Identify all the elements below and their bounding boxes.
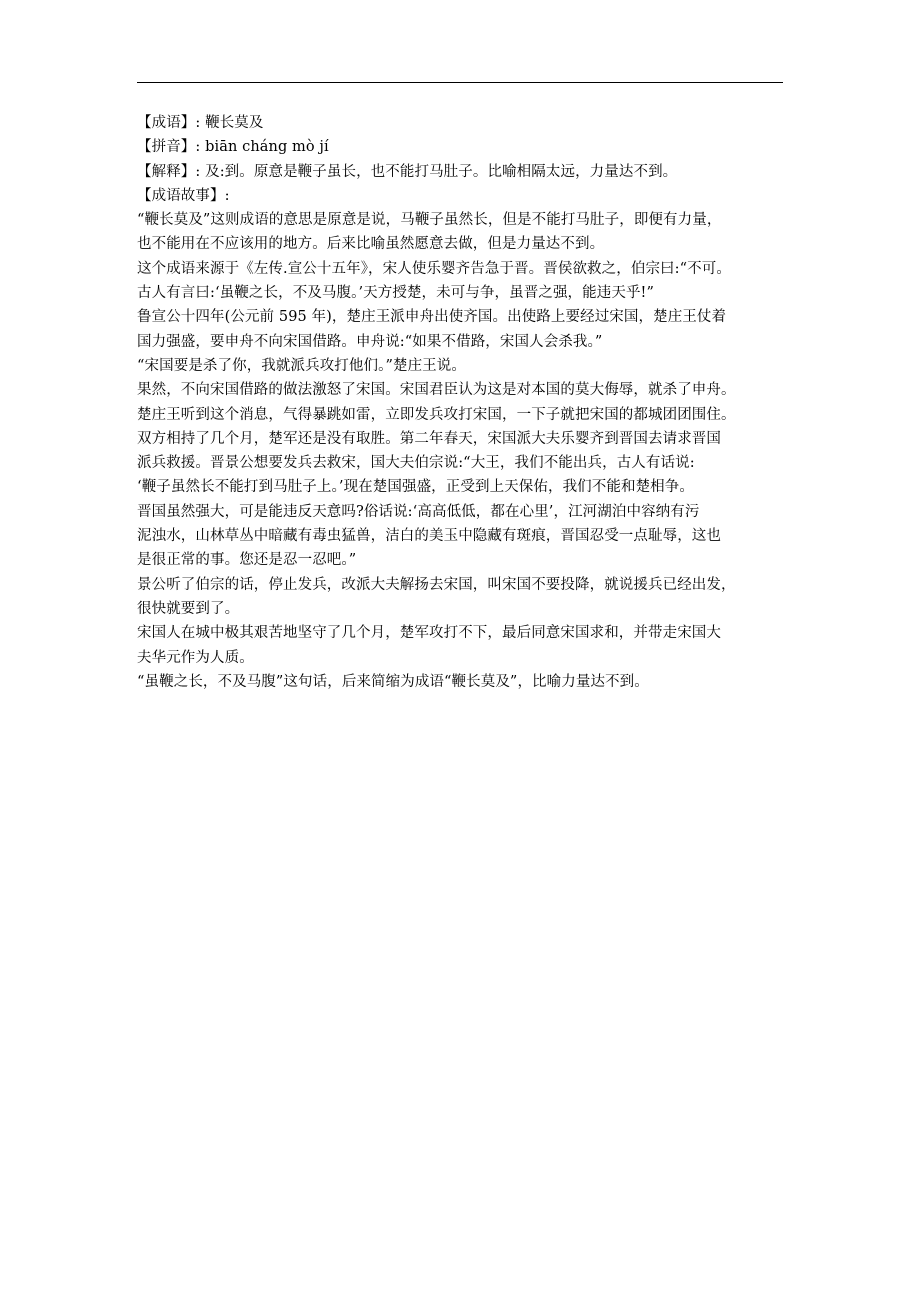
document-body: [137, 111, 785, 694]
text-line: 楚庄王听到这个消息，气得暴跳如雷，立即发兵攻打宋国，一下子就把宋国的都城团团围住。: [137, 406, 736, 423]
text-line: 派兵救援。晋景公想要发兵去救宋，国大夫伯宗说:“大王，我们不能出兵，古人有话说:: [137, 455, 695, 472]
text-line: ‘鞭子虽然长不能打到马肚子上。’现在楚国强盛，正受到上天保佑，我们不能和楚相争。: [137, 479, 694, 496]
text-line: 双方相持了几个月，楚军还是没有取胜。第二年春天，宋国派大夫乐婴齐到晋国去请求晋国: [137, 430, 721, 447]
explanation-line: 【解释】: 及:到。原意是鞭子虽长，也不能打马肚子。比喻相隔太远，力量达不到。: [137, 163, 678, 180]
text-line: 是很正常的事。您还是忍一忍吧。”: [137, 552, 357, 569]
text-line: 古人有言曰:‘虽鞭之长，不及马腹。’天方授楚，未可与争，虽晋之强，能违天乎!”: [137, 285, 654, 302]
text-line: “鞭长莫及”这则成语的意思是原意是说，马鞭子虽然长，但是不能打马肚子，即便有力量，: [137, 212, 722, 229]
text-line: 晋国虽然强大，可是能违反天意吗?俗话说:‘高高低低，都在心里’，江河湖泊中容纳有污: [137, 503, 700, 520]
story-heading: 【成语故事】:: [137, 187, 230, 204]
text-line: 很快就要到了。: [137, 600, 240, 617]
text-line: 这个成语来源于《左传.宣公十五年》，宋人使乐婴齐告急于晋。晋侯欲救之，伯宗曰:“不可。: [137, 260, 731, 277]
text-line: 也不能用在不应该用的地方。后来比喻虽然愿意去做，但是力量达不到。: [137, 236, 605, 253]
text-line: 夫华元作为人质。: [137, 649, 254, 666]
header-rule: [137, 82, 783, 83]
text-line: “虽鞭之长，不及马腹”这句话，后来简缩为成语“鞭长莫及”，比喻力量达不到。: [137, 673, 649, 690]
text-line: 果然，不向宋国借路的做法激怒了宋国。宋国君臣认为这是对本国的莫大侮辱，就杀了申舟。: [137, 382, 736, 399]
text-line: 国力强盛，要申舟不向宋国借路。申舟说:“如果不借路，宋国人会杀我。”: [137, 333, 603, 350]
pinyin-line: 【拼音】: biān cháng mò jí: [137, 139, 329, 156]
idiom-line: 【成语】: 鞭长莫及: [137, 115, 264, 131]
text-line: 泥浊水，山林草丛中暗藏有毒虫猛兽，洁白的美玉中隐藏有斑痕，晋国忍受一点耻辱，这也: [137, 528, 721, 545]
text-line: 鲁宣公十四年(公元前 595 年)，楚庄王派申舟出使齐国。出使路上要经过宋国，楚庄王仗着: [137, 309, 727, 326]
text-line: “宋国要是杀了你，我就派兵攻打他们。”楚庄王说。: [137, 357, 466, 374]
text-line: 景公听了伯宗的话，停止发兵，改派大夫解扬去宋国，叫宋国不要投降，就说援兵已经出发，: [137, 576, 736, 593]
text-line: 宋国人在城中极其艰苦地坚守了几个月，楚军攻打不下，最后同意宋国求和，并带走宋国大: [137, 625, 721, 642]
